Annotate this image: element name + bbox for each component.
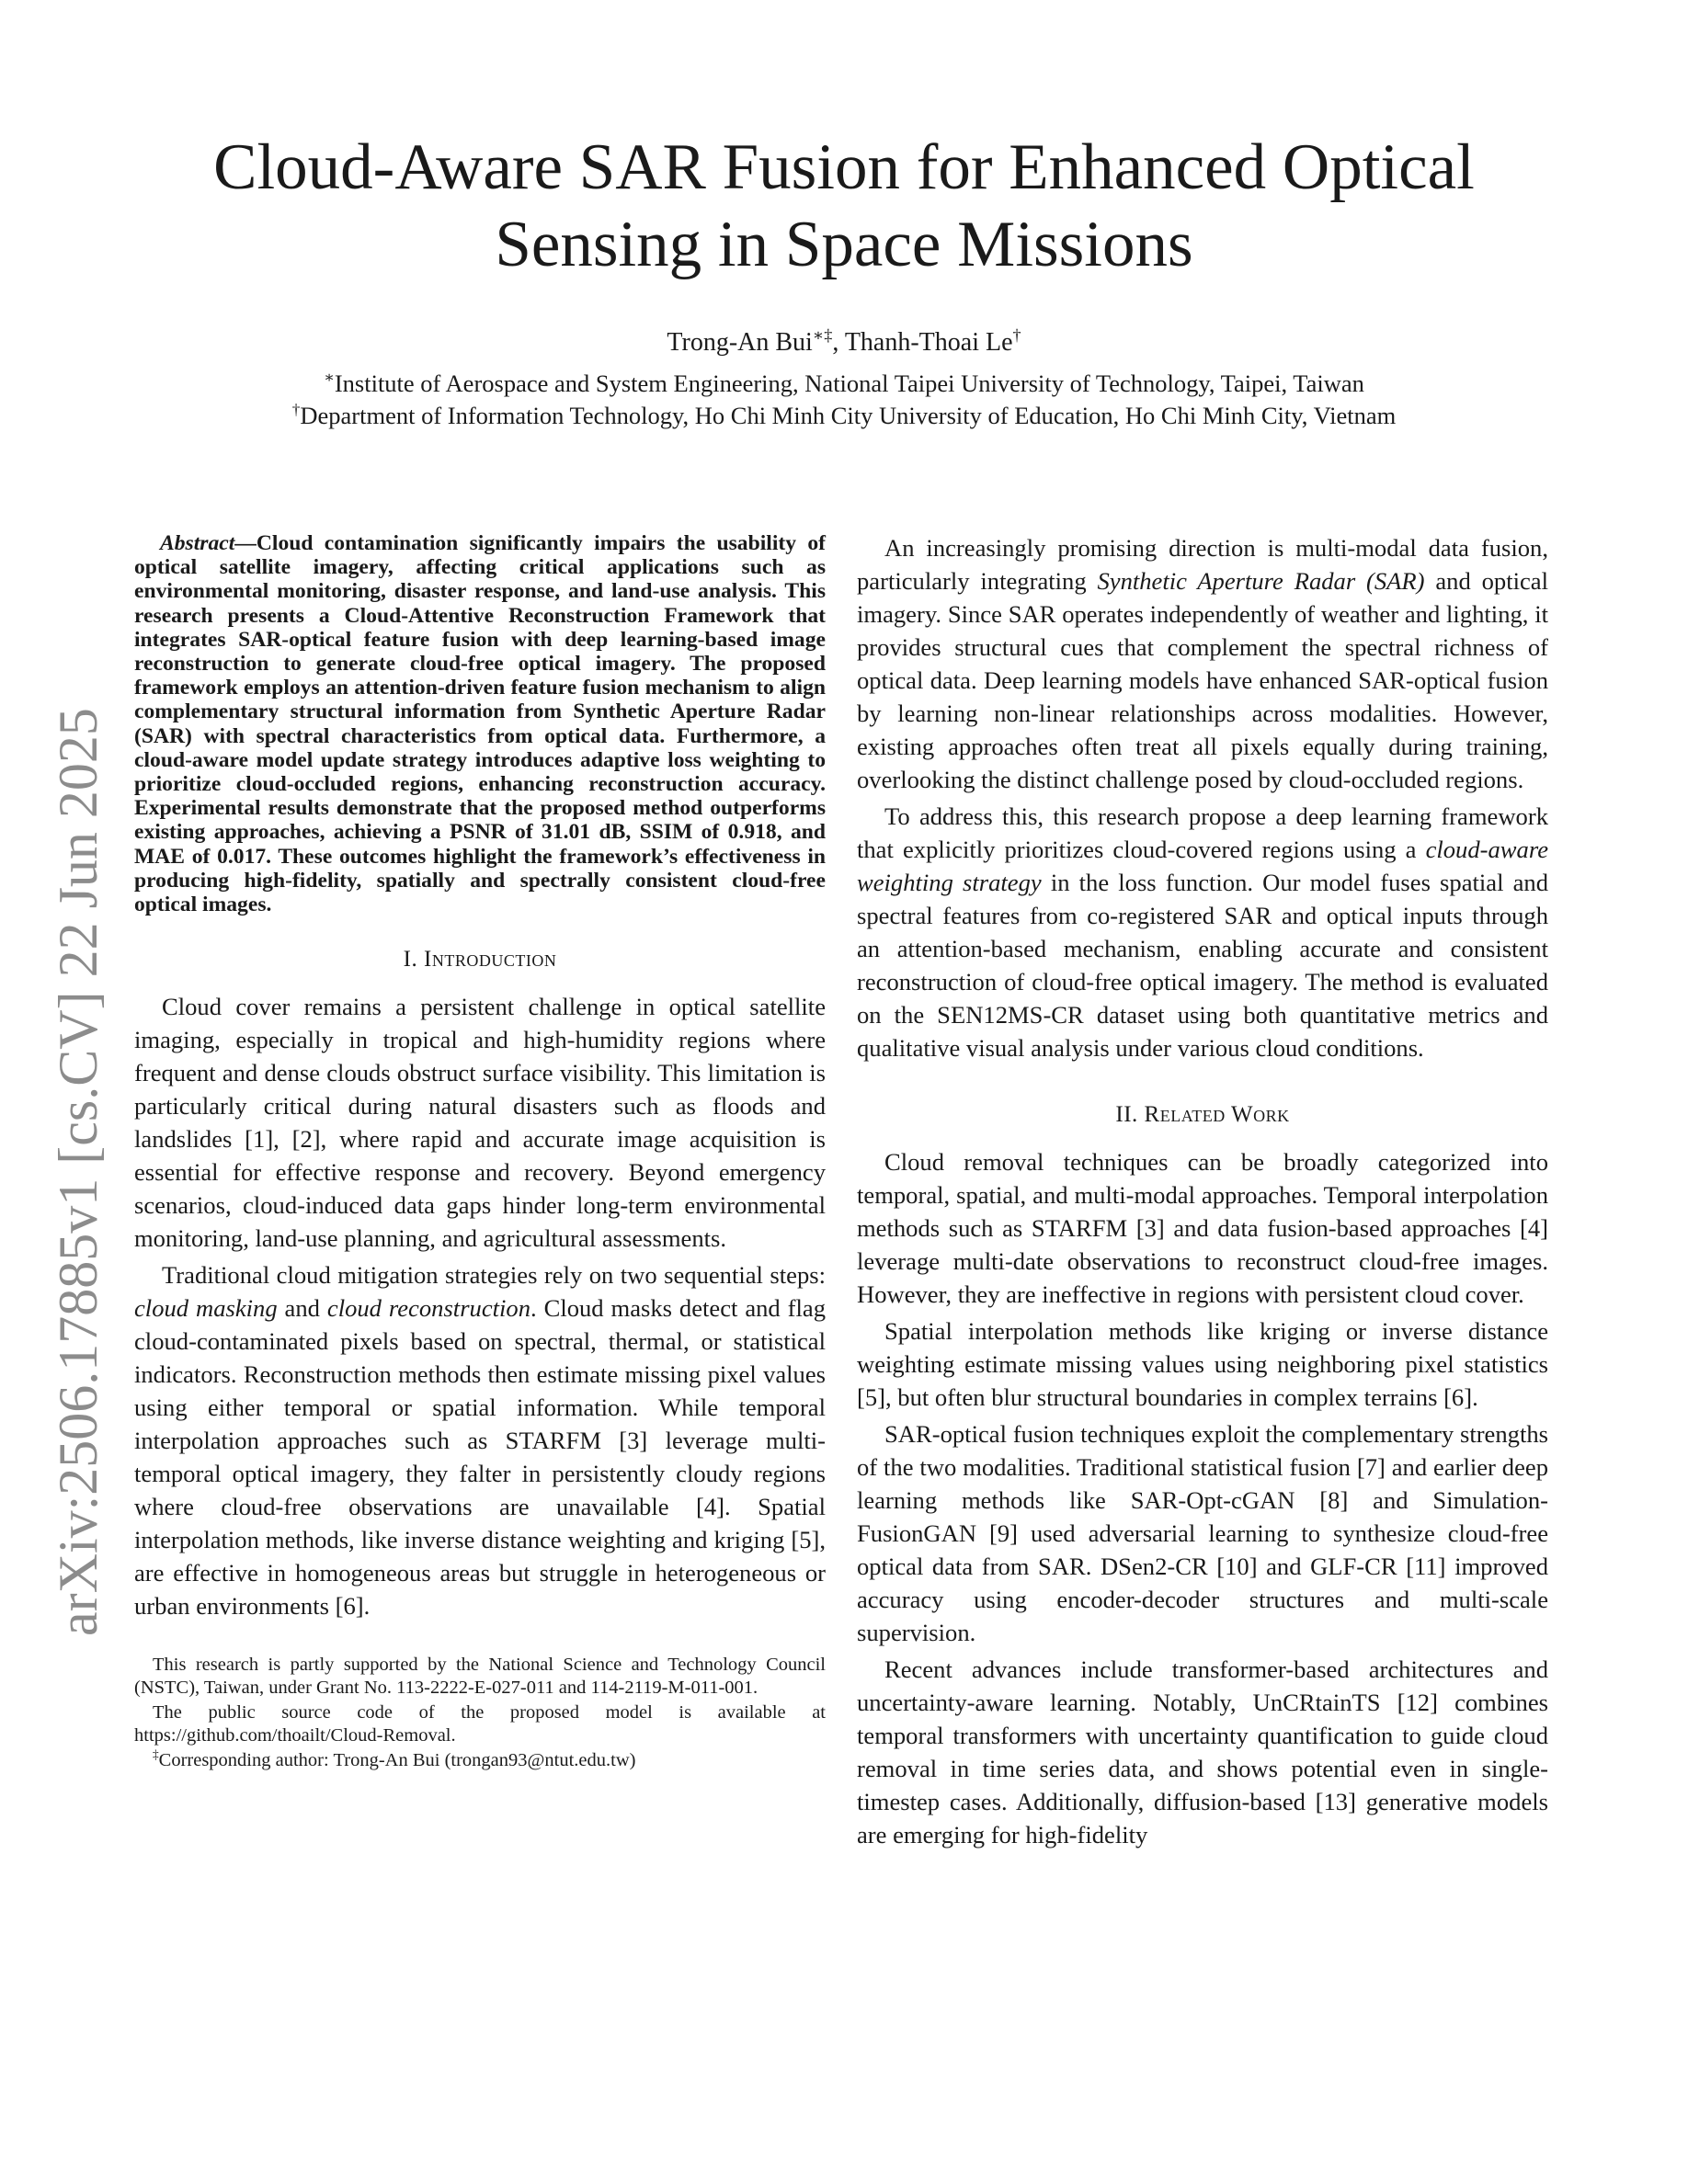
emphasis-text: cloud masking <box>134 1294 278 1323</box>
arxiv-identifier-stamp: arXiv:2506.17885v1 [cs.CV] 22 Jun 2025 <box>48 708 108 1636</box>
affiliation-text: Department of Information Technology, Ho Chi Minh City University of Education, Ho Chi Minh City, Vietnam <box>300 402 1397 429</box>
paragraph: Spatial interpolation methods like kriging or inverse distance weighting estimate missing values using neighboring pixel statistics [5], but often blur structural boundaries in complex terrains [6]. <box>857 1317 1548 1411</box>
section-heading-introduction: I. Introduction <box>403 947 557 973</box>
paragraph <box>857 800 1548 1064</box>
emphasis-text: Synthetic Aperture Radar (SAR) <box>1097 567 1425 595</box>
author-affiliation-marks: † <box>1012 325 1021 345</box>
affiliation <box>110 400 1578 431</box>
affiliation-text: Institute of Aerospace and System Engineering, National Taipei University of Technology, Taipei, Taiwan <box>334 370 1364 397</box>
author-affiliation-marks: ∗‡ <box>812 325 833 345</box>
section-heading-related-work: II. Related Work <box>1115 1102 1290 1127</box>
paragraph: SAR-optical fusion techniques exploit the complementary strengths of the two modalities. Traditional statistical fusion [7] and earlier deep learning methods like SAR-Opt-cGAN [8] and Simulation-FusionGAN [9] used adversarial learning to synthesize cloud-free optical data from SAR. DSen2-CR [10] and GLF-CR [11] improved accuracy using encoder-decoder structures and multi-scale supervision. <box>857 1420 1548 1646</box>
abstract <box>134 531 826 916</box>
author-separator: , <box>832 328 845 357</box>
left-column <box>134 531 826 1772</box>
author-name: Thanh-Thoai Le <box>844 328 1013 357</box>
text-run: Traditional cloud mitigation strategies rely on two sequential steps: <box>162 1261 826 1290</box>
paragraph <box>857 531 1548 796</box>
emphasis-text: cloud-aware weighting strategy <box>857 836 1548 896</box>
right-column <box>857 531 1548 1851</box>
paper-title: Cloud-Aware SAR Fusion for Enhanced Optical Sensing in Space Missions <box>213 131 1475 280</box>
text-run: and <box>277 1294 327 1323</box>
abstract-lead: Abstract <box>160 531 235 555</box>
text-run: An increasingly promising direction is multi-modal data fusion, particularly integrating <box>857 534 1548 595</box>
affiliation <box>110 368 1578 399</box>
affiliation-mark: ∗ <box>324 369 335 387</box>
footnote-mark: ‡ <box>153 1747 159 1762</box>
text-run: . Cloud masks detect and flag cloud-contaminated pixels based on spectral, thermal, or statistical indicators. Reconstruction methods then estimate missing pixel values using either temporal or spatial information. While temporal interpolation approaches such as STARFM [3] leverage multi-temporal optical imagery, they falter in persistently cloudy regions where cloud-free observations are unavailable [4]. Spatial interpolation methods, like inverse distance weighting and kriging [5], are effective in homogeneous areas but struggle in heterogeneous or urban environments [6]. <box>134 1294 826 1621</box>
footnote-funding: This research is partly supported by the National Science and Technology Council (NSTC), Taiwan, under Grant No. 113-2222-E-027-011 and 114-2119-M-011-001. <box>134 1655 826 1699</box>
text-run: and optical imagery. Since SAR operates independently of weather and lighting, it provides structural cues that complement the spectral richness of optical data. Deep learning models have enhanced SAR-optical fusion by learning non-linear relationships across modalities. However, existing approaches often treat all pixels equally during training, overlooking the distinct challenge posed by cloud-occluded regions. <box>857 567 1548 793</box>
footnote-text: Corresponding author: Trong-An Bui (trongan93@ntut.edu.tw) <box>158 1750 636 1771</box>
paragraph: Recent advances include transformer-based architectures and uncertainty-aware learning. Notably, UnCRtainTS [12] combines temporal transformers with uncertainty quantification to guide cloud removal in time series data, and shows potential even in single-timestep cases. Additionally, diffusion-based [13] generative models are emerging for high-fidelity <box>857 1655 1548 1848</box>
author-line <box>110 326 1578 359</box>
paragraph: Cloud removal techniques can be broadly categorized into temporal, spatial, and multi-modal approaches. Temporal interpolation methods such as STARFM [3] and data fusion-based approaches [4] leverage multi-date observations to reconstruct cloud-free images. However, they are ineffective in regions with persistent cloud cover. <box>857 1148 1548 1308</box>
paragraph <box>134 1258 826 1622</box>
footnote-corresponding-author <box>134 1749 826 1772</box>
text-run: To address this, this research propose a deep learning framework that explicitly prioritizes cloud-covered regions using a <box>857 802 1548 863</box>
paragraph: Cloud cover remains a persistent challenge in optical satellite imaging, especially in tropical and high-humidity regions where frequent and dense clouds obstruct surface visibility. This limitation is particularly critical during natural disasters such as floods and landslides [1], [2], where rapid and accurate image acquisition is essential for effective response and recovery. Beyond emergency scenarios, cloud-induced data gaps hinder long-term environmental monitoring, land-use planning, and agricultural assessments. <box>134 993 826 1253</box>
emphasis-text: cloud reconstruction <box>326 1294 531 1323</box>
footnote-source-code: The public source code of the proposed model is available at https://github.com/thoailt/Cloud-Removal. <box>134 1702 826 1746</box>
affiliation-mark: † <box>291 401 301 419</box>
author-name: Trong-An Bui <box>667 328 813 357</box>
footnotes <box>134 1654 826 1772</box>
abstract-text: —Cloud contamination significantly impairs the usability of optical satellite imagery, affecting critical applications such as environmental monitoring, disaster response, and land-use analysis. This research presents a Cloud-Attentive Reconstruction Framework that integrates SAR-optical feature fusion with deep learning-based image reconstruction to generate cloud-free optical imagery. The proposed framework employs an attention-driven feature fusion mechanism to align complementary structural information from Synthetic Aperture Radar (SAR) with spectral characteristics from optical data. Furthermore, a cloud-aware model update strategy introduces adaptive loss weighting to prioritize cloud-occluded regions, enhancing reconstruction accuracy. Experimental results demonstrate that the proposed method outperforms existing approaches, achieving a PSNR of 31.01 dB, SSIM of 0.918, and MAE of 0.017. These outcomes highlight the framework’s effectiveness in producing high-fidelity, spatially and spectrally consistent cloud-free optical images. <box>134 531 826 917</box>
text-run: in the loss function. Our model fuses spatial and spectral features from co-registered SAR and optical inputs through an attention-based mechanism, enabling accurate and consistent reconstruction of cloud-free optical imagery. The method is evaluated on the SEN12MS-CR dataset using both quantitative metrics and qualitative visual analysis under various cloud conditions. <box>857 869 1548 1062</box>
